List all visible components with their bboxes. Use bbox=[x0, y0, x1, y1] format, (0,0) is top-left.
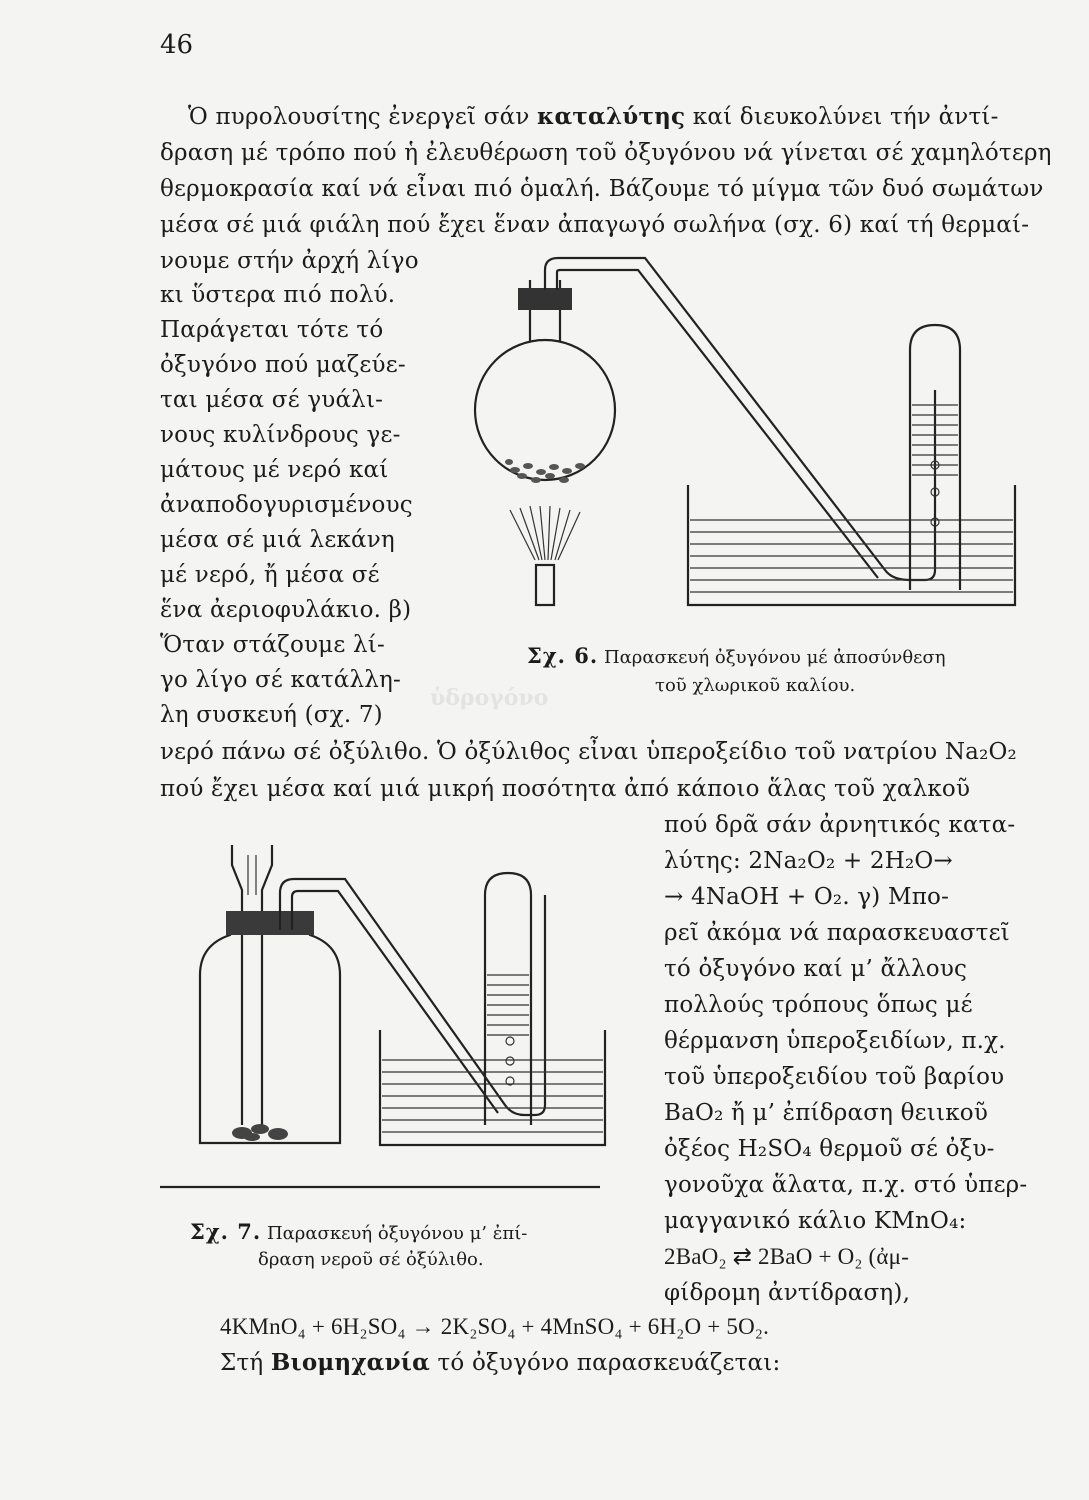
cylinder-water-7 bbox=[487, 975, 529, 1035]
text-line-26: πολλούς τρόπους ὅπως μέ bbox=[664, 992, 973, 1018]
text-line-5: νουμε στήν ἀρχή λίγο bbox=[160, 248, 419, 274]
text-line-3: θερμοκρασία καί νά εἶναι πιό ὁμαλή. Βάζουμε τό μίγμα τῶν δυό σωμάτων bbox=[160, 176, 1044, 202]
trough-water bbox=[690, 520, 1013, 592]
text-line-31: γονοῦχα ἅλατα, π.χ. στό ὑπερ- bbox=[664, 1172, 1028, 1198]
text-line-2: δραση μέ τρόπο πού ἡ ἐλευθέρωση τοῦ ὀξυγόνου νά γίνεται σέ χαμηλότερη bbox=[160, 140, 1052, 166]
figure-7-caption-line2: δραση νεροῦ σέ ὀξύλιθο. bbox=[258, 1249, 484, 1270]
stopper bbox=[518, 288, 572, 310]
text-line-4: μέσα σέ μιά φιάλη πού ἔχει ἕναν ἀπαγωγό σωλήνα (σχ. 6) καί τή θερμαί- bbox=[160, 212, 1030, 238]
figure-7-illustration bbox=[160, 835, 660, 1195]
sodium-peroxide bbox=[232, 1124, 288, 1141]
text-line-16: Ὅταν στάζουμε λί- bbox=[160, 632, 385, 658]
text-line-10: νους κυλίνδρους γε- bbox=[160, 422, 401, 448]
text-line-20: πού ἔχει μέσα καί μιά μικρή ποσότητα ἀπό κάποιο ἅλας τοῦ χαλκοῦ bbox=[160, 776, 971, 802]
delivery-tube-7 bbox=[280, 879, 545, 1115]
funnel-water bbox=[248, 855, 256, 895]
text-line-34: φίδρομη ἀντίδραση), bbox=[664, 1280, 911, 1306]
text-line-29: BaO₂ ἤ μ’ ἐπίδραση θειικοῦ bbox=[664, 1100, 989, 1126]
text-line-27: θέρμανση ὑπεροξειδίων, π.χ. bbox=[664, 1028, 1006, 1054]
text-line-18: λη συσκευή (σχ. 7) bbox=[160, 702, 383, 728]
gas-bubble bbox=[506, 1037, 514, 1045]
burner-flame bbox=[510, 506, 580, 560]
text-line-23: → 4NaOH + O₂. γ) Μπο- bbox=[664, 884, 950, 910]
text-line-12: ἀναποδογυρισμένους bbox=[160, 492, 413, 518]
text-line-15: ἕνα ἀεριοφυλάκιο. β) bbox=[160, 597, 412, 623]
text-line-30: ὀξέος H₂SO₄ θερμοῦ σέ ὀξυ- bbox=[664, 1136, 995, 1162]
text-line-9: ται μέσα σέ γυάλι- bbox=[160, 387, 384, 413]
text-line-25: τό ὀξυγόνο καί μ’ ἄλλους bbox=[664, 956, 968, 982]
text-line-36: Στή Βιομηχανία τό ὀξυγόνο παρασκευάζεται: bbox=[220, 1349, 781, 1376]
flask-body bbox=[475, 340, 615, 480]
equation-line: 4KMnO₄ + 6H₂SO₄ → 2K₂SO₄ + 4MnSO₄ + 6H₂O + 5O₂. bbox=[220, 1314, 770, 1339]
text-line-6: κι ὕστερα πιό πολύ. bbox=[160, 282, 396, 308]
text-line-11: μάτους μέ νερό καί bbox=[160, 457, 389, 483]
delivery-tube-7-inner bbox=[292, 891, 498, 1113]
dropping-funnel bbox=[232, 845, 272, 1125]
text-line-14: μέ νερό, ἤ μέσα σέ bbox=[160, 562, 380, 588]
figure-6-caption-line2: τοῦ χλωρικοῦ καλίου. bbox=[655, 675, 856, 696]
figure-6-illustration bbox=[440, 240, 1040, 620]
text-line-33: 2BaO₂ ⇄ 2BaO + O₂ (ἀμ- bbox=[664, 1244, 910, 1269]
text-line-22: λύτης: 2Na₂O₂ + 2H₂O→ bbox=[664, 848, 953, 874]
showthrough-text: ὑδρογόνο bbox=[430, 685, 549, 711]
burner bbox=[536, 565, 554, 605]
trough-water-7 bbox=[382, 1060, 603, 1132]
text-line-32: μαγγανικό κάλιο KMnO₄: bbox=[664, 1208, 967, 1234]
text-line-28: τοῦ ὑπεροξειδίου τοῦ βαρίου bbox=[664, 1064, 1005, 1090]
figure-7-caption: Σχ. 7. Παρασκευή ὀξυγόνου μ’ ἐπί- bbox=[190, 1219, 528, 1244]
text-line-1: Ὁ πυρολουσίτης ἐνεργεῖ σάν καταλύτης καί διευκολύνει τήν ἀντί- bbox=[188, 103, 999, 130]
text-line-17: γο λίγο σέ κατάλλη- bbox=[160, 667, 401, 693]
figure-6-caption: Σχ. 6. Παρασκευή ὀξυγόνου μέ ἀποσύνθεση bbox=[527, 643, 946, 668]
text-line-8: ὀξυγόνο πού μαζεύε- bbox=[160, 352, 406, 378]
page-number: 46 bbox=[160, 30, 194, 60]
reaction-bottle bbox=[200, 917, 340, 1143]
text-line-7: Παράγεται τότε τό bbox=[160, 317, 384, 343]
text-line-19: νερό πάνω σέ ὀξύλιθο. Ὁ ὀξύλιθος εἶναι ὑπεροξείδιο τοῦ νατρίου Na₂O₂ bbox=[160, 739, 1017, 765]
text-line-21: πού δρᾶ σάν ἀρνητικός κατα- bbox=[664, 812, 1016, 838]
text-line-13: μέσα σέ μιά λεκάνη bbox=[160, 527, 395, 553]
bottle-stopper bbox=[226, 911, 314, 935]
gas-bubble bbox=[506, 1057, 514, 1065]
text-line-24: ρεῖ ἀκόμα νά παρασκευαστεῖ bbox=[664, 920, 1010, 946]
